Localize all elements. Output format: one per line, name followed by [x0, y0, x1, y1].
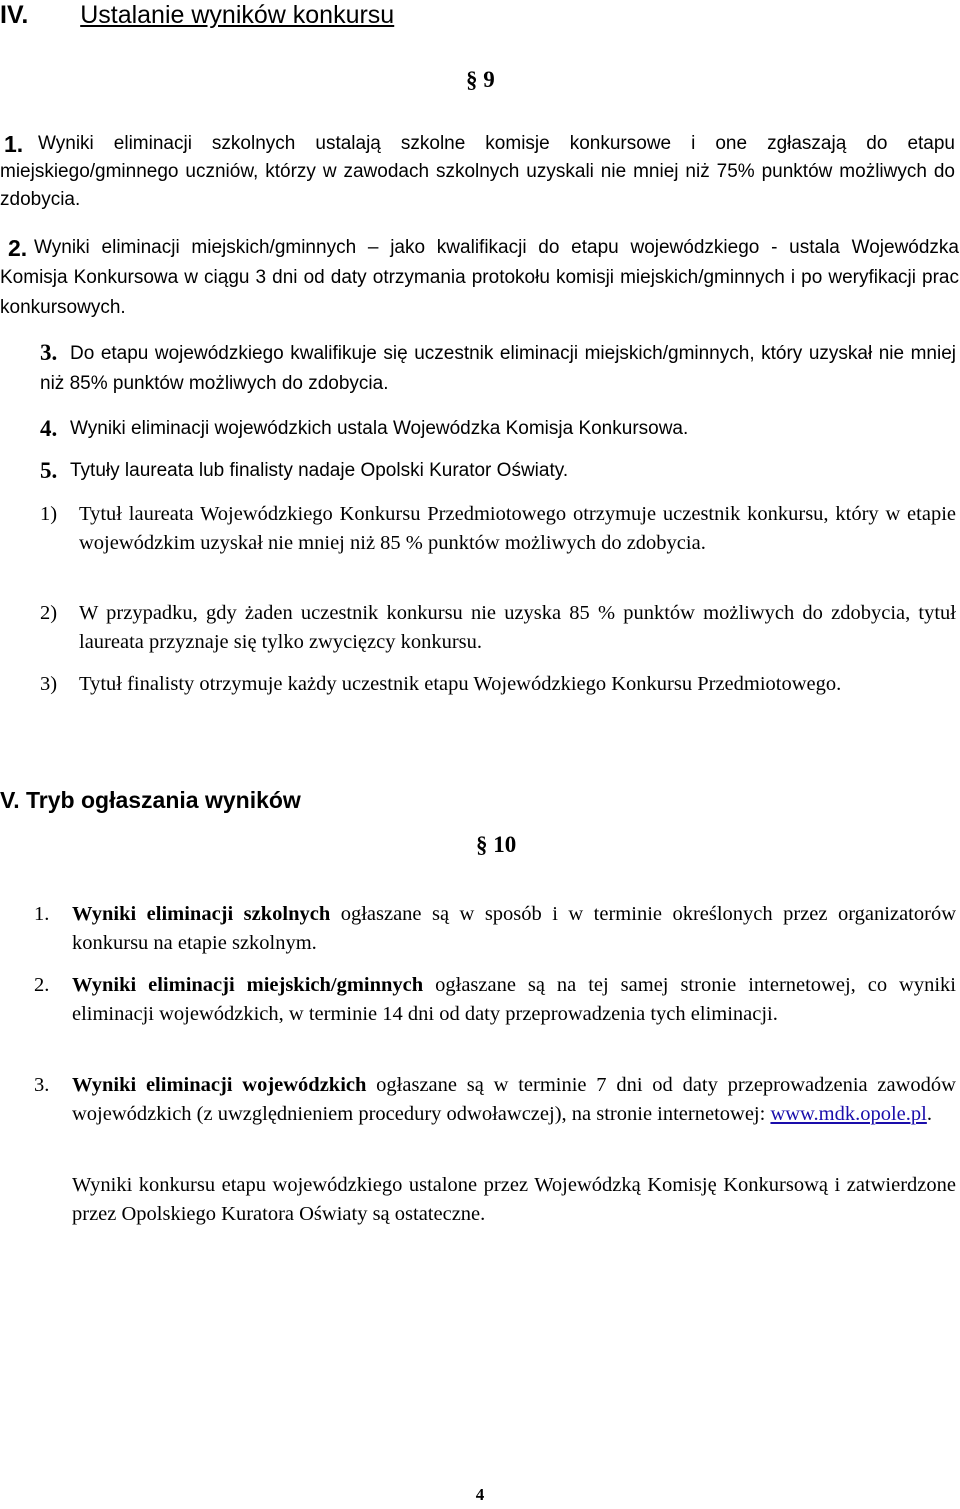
item-text: Wyniki eliminacji szkolnych ustalają szkolne komisje konkursowe i one zgłaszają do etapu miejskiego/gminnego uczniów, którzy w zawodach szkolnych uzyskali nie mniej niż 75% punktów możliwych do zdobycia. [0, 133, 955, 210]
sub-item-number: 2) [40, 602, 58, 624]
item-number: 2. [34, 974, 50, 996]
paragraph-10-mark: § 10 [476, 832, 517, 857]
item-number: 3. [34, 1074, 50, 1096]
item-text: Wyniki eliminacji wojewódzkich ogłaszane są w terminie 7 dni od daty przeprowadzenia zawodów wojewódzkich (z uwzględnieniem procedury odwoławczej), na stronie internetowej: www.mdk.opole.pl. [72, 1074, 956, 1125]
list-item [34, 971, 956, 1029]
item-number: 5. [40, 458, 58, 483]
list-item [40, 414, 956, 444]
sub-item-text: W przypadku, gdy żaden uczestnik konkursu nie uzyska 85 % punktów możliwych do zdobycia, tytuł laureata przyznaje się tylko zwycięzcy konkursu. [79, 602, 956, 653]
sub-item-text: Tytuł finalisty otrzymuje każdy uczestnik etapu Wojewódzkiego Konkursu Przedmiotowego. [79, 673, 842, 695]
list-item [40, 456, 956, 486]
section-iv-number: IV. [0, 1, 29, 29]
sub-item [40, 599, 956, 657]
item-number: 4. [40, 416, 58, 441]
paragraph-9-mark: § 9 [466, 67, 495, 92]
page-number: 4 [475, 1485, 485, 1504]
item-number: 1. [4, 131, 24, 157]
item-text: Tytuły laureata lub finalisty nadaje Opolski Kurator Oświaty. [70, 460, 569, 481]
item-number: 1. [34, 903, 50, 925]
item-text: Do etapu wojewódzkiego kwalifikuje się uczestnik eliminacji miejskich/gminnych, który uzyskał nie mniej niż 85% punktów możliwych do zdobycia. [40, 343, 956, 394]
sub-item [40, 500, 956, 558]
item-number: 3. [40, 340, 58, 365]
sub-item-text: Tytuł laureata Wojewódzkiego Konkursu Przedmiotowego otrzymuje uczestnik konkursu, który w etapie wojewódzkim uzyskał nie mniej niż 85 % punktów możliwych do zdobycia. [79, 503, 956, 554]
list-item [40, 339, 956, 399]
sub-item-number: 3) [40, 673, 58, 695]
list-item [34, 1071, 956, 1129]
sub-item-number: 1) [40, 503, 58, 525]
section-iv-heading [0, 0, 394, 30]
item-text: Wyniki eliminacji wojewódzkich ustala Wojewódzka Komisja Konkursowa. [70, 418, 689, 439]
item-text: Wyniki eliminacji szkolnych ogłaszane są w sposób i w terminie określonych przez organizatorów konkursu na etapie szkolnym. [72, 903, 956, 954]
list-item [34, 900, 956, 958]
section-iv-title: Ustalanie wyników konkursu [80, 1, 395, 29]
section-v-heading [0, 785, 301, 815]
sub-item [40, 670, 956, 699]
section-v-number: V. [0, 787, 20, 813]
closing-paragraph: Wyniki konkursu etapu wojewódzkiego ustalone przez Wojewódzką Komisję Konkursową i zatwierdzone przez Opolskiego Kuratora Oświaty są ostateczne. [72, 1174, 956, 1225]
website-link[interactable]: www.mdk.opole.pl [770, 1103, 927, 1125]
list-item [0, 233, 959, 323]
list-item [0, 130, 955, 214]
item-number: 2. [8, 235, 28, 261]
item-text: Wyniki eliminacji miejskich/gminnych – jako kwalifikacji do etapu wojewódzkiego - ustala Wojewódzka Komisja Konkursowa w ciągu 3 dni od daty otrzymania protokołu komisji miejskich/gminnych i po weryfikacji prac konkursowych. [0, 237, 959, 318]
section-v-title: Tryb ogłaszania wyników [26, 787, 301, 813]
item-text: Wyniki eliminacji miejskich/gminnych ogłaszane są na tej samej stronie internetowej, co wyniki eliminacji wojewódzkich, w terminie 14 dni od daty przeprowadzenia tych eliminacji. [72, 974, 956, 1025]
